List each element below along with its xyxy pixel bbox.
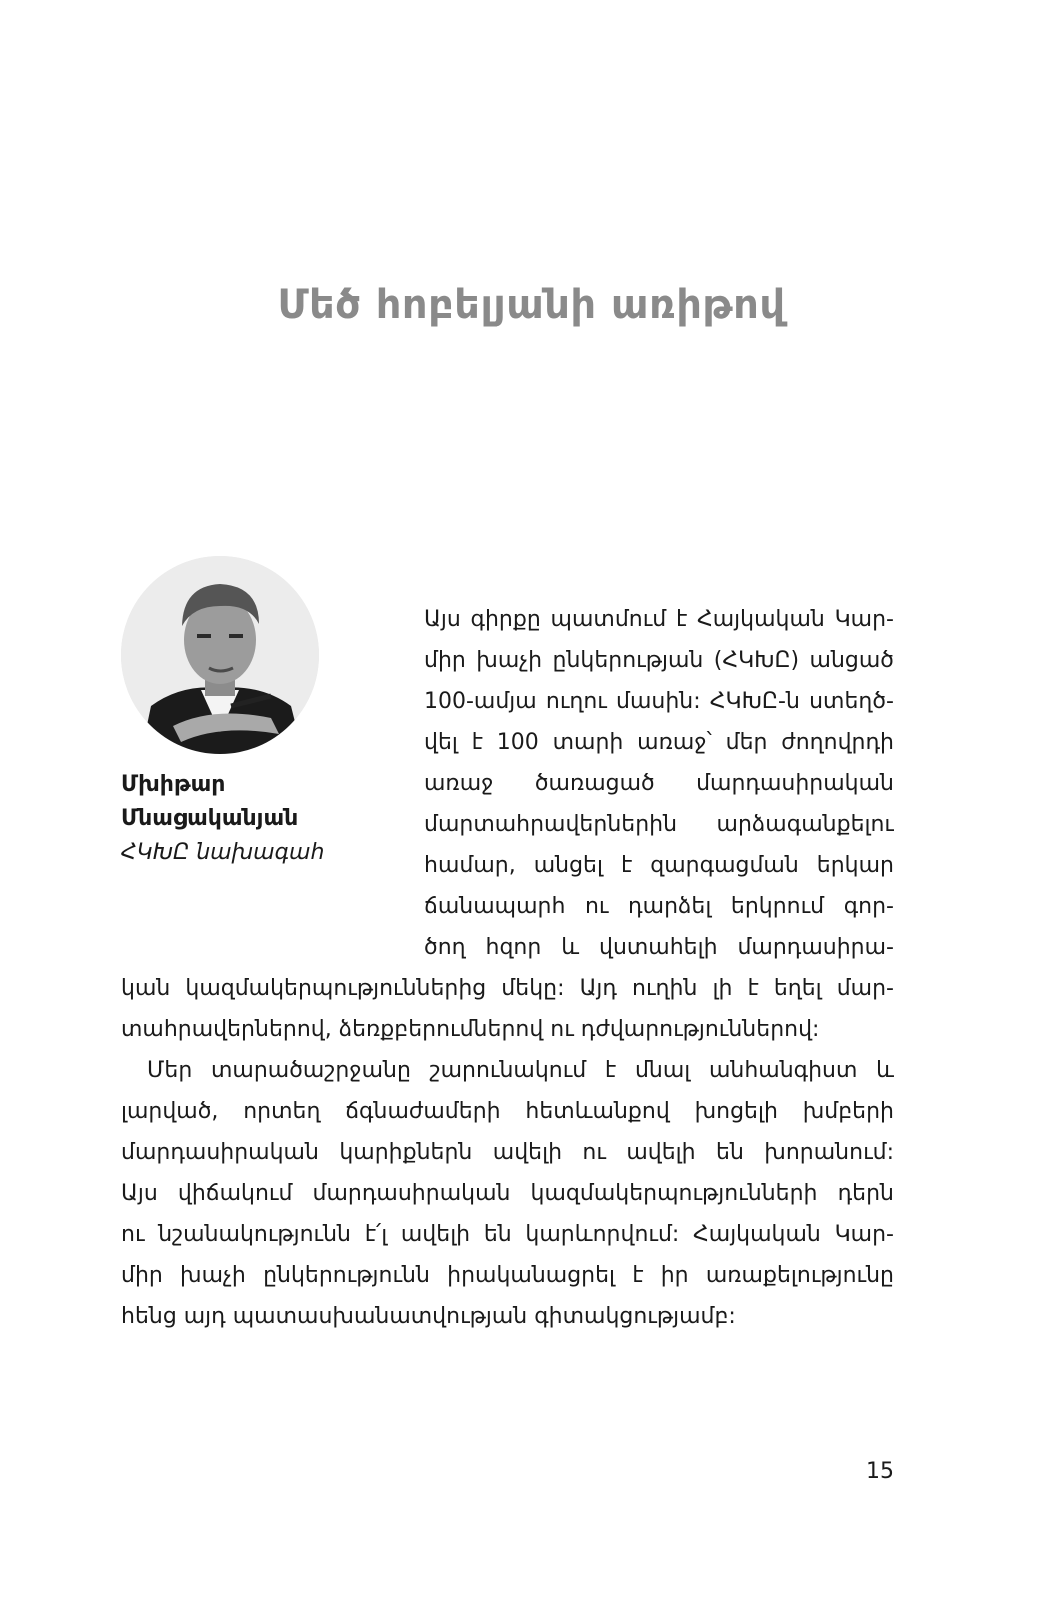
page-title: Մեծ հոբելյանի առիթով	[277, 282, 786, 328]
text-line: առաջ ծառացած մարդասիրական	[424, 771, 894, 796]
author-block	[121, 768, 381, 870]
text-line: տահրավերներով, ձեռքբերումներով ու դժվարություններով:	[121, 1017, 820, 1042]
text-line: լարված, որտեղ ճգնաժամերի հետևանքով խոցելի խմբերի	[121, 1099, 894, 1124]
text-line: 100-ամյա ուղու մասին: ՀԿԽԸ-ն ստեղծ-	[424, 689, 894, 714]
text-line: Այս գիրքը պատմում է Հայկական Կար-	[424, 607, 894, 632]
text-line: Այս վիճակում մարդասիրական կազմակերպությունների դերն	[121, 1181, 894, 1206]
intro-paragraph	[424, 599, 894, 968]
author-portrait	[121, 556, 319, 754]
author-first-name: Մխիթար	[121, 772, 226, 797]
text-line: միր խաչի ընկերության (ՀԿԽԸ) անցած	[424, 648, 894, 673]
page-number: 15	[866, 1459, 894, 1484]
author-role: ՀԿԽԸ նախագահ	[121, 840, 325, 865]
text-line: ծող հզոր և վստահելի մարդասիրա-	[424, 935, 894, 960]
body-paragraphs	[121, 968, 894, 1337]
text-line: կան կազմակերպություններից մեկը: Այդ ուղին լի է եղել մար-	[121, 976, 894, 1001]
text-line: ճանապարհ ու դարձել երկրում գոր-	[424, 894, 894, 919]
text-line: վել է 100 տարի առաջ՝ մեր ժողովրդի	[424, 730, 894, 755]
text-line: ու նշանակությունն է՛լ ավելի են կարևորվում: Հայկական Կար-	[121, 1222, 894, 1247]
text-line: համար, անցել է զարգացման երկար	[424, 853, 894, 878]
text-line: մարդասիրական կարիքներն ավելի ու ավելի են խորանում:	[121, 1140, 894, 1165]
text-line: Մեր տարածաշրջանը շարունակում է մնալ անհանգիստ և	[147, 1058, 894, 1083]
author-last-name: Մնացականյան	[121, 806, 299, 831]
text-line: հենց այդ պատասխանատվության գիտակցությամբ:	[121, 1304, 736, 1329]
text-line: մարտահրավերներին արձագանքելու	[424, 812, 894, 837]
text-line: միր խաչի ընկերությունն իրականացրել է իր առաքելությունը	[121, 1263, 894, 1288]
